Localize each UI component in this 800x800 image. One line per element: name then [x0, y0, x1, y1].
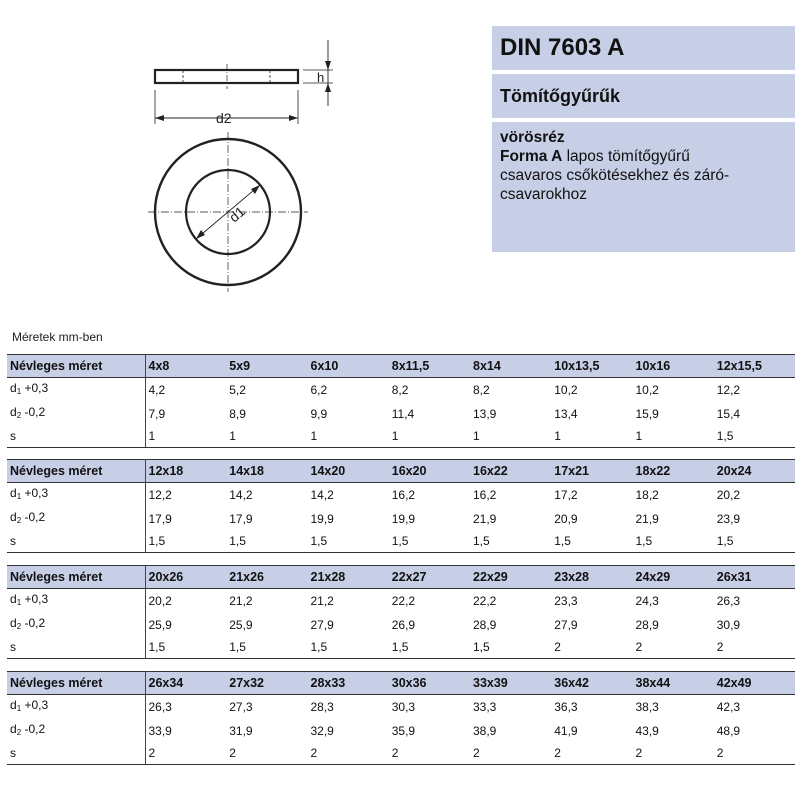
s-cell: 2	[551, 637, 632, 659]
d2-cell: 13,9	[473, 406, 497, 421]
d2-cell: 7,9	[148, 406, 166, 421]
d2-cell: 11,4	[391, 406, 415, 421]
size-cell: 22x29	[470, 566, 551, 589]
d2-cell: 30,9	[716, 617, 741, 632]
table-header-row	[7, 460, 795, 483]
d1-label: $d_1 +0,3$	[7, 378, 145, 403]
label-h: h	[317, 70, 325, 85]
d2-cell: 33,9	[148, 723, 172, 738]
units-note: Méretek mm-ben	[12, 330, 103, 344]
d1-row	[7, 695, 795, 720]
d2-cell: 38,9	[473, 723, 497, 738]
d1-cell: 42,3	[716, 699, 741, 714]
d2-cell: 17,9	[148, 511, 172, 526]
s-cell: 1,5	[633, 531, 714, 553]
s-cell: 1,5	[389, 531, 470, 553]
s-cell: 1	[389, 426, 470, 448]
d2-cell: 19,9	[391, 511, 416, 526]
label-d2: d2	[216, 110, 232, 126]
d2-label: $d_2$ -0,2	[7, 613, 145, 637]
d2-cell: 27,9	[310, 617, 334, 632]
d2-cell: 8,9	[229, 406, 246, 421]
size-cell: 10x13,5	[551, 355, 632, 378]
size-cell: 8x14	[470, 355, 551, 378]
d1-cell: 38,3	[635, 699, 659, 714]
size-cell: 12x15,5	[714, 355, 795, 378]
s-cell: 2	[470, 743, 551, 765]
s-cell: 2	[633, 637, 714, 659]
d2-row	[7, 507, 795, 531]
s-label: s	[7, 743, 145, 765]
s-cell: 1	[633, 426, 714, 448]
size-cell: 14x18	[226, 460, 307, 483]
d1-cell: 5,2	[229, 382, 246, 397]
s-cell: 2	[714, 743, 795, 765]
size-cell: 6x10	[308, 355, 389, 378]
size-cell: 16x22	[470, 460, 551, 483]
d2-cell: 15,9	[635, 406, 659, 421]
s-row	[7, 426, 795, 448]
size-cell: 38x44	[633, 672, 714, 695]
desc-line-1: lapos tömítőgyűrű	[562, 148, 690, 165]
form-label: Forma A	[500, 148, 563, 165]
s-cell: 1	[226, 426, 307, 448]
size-cell: 21x28	[308, 566, 389, 589]
d2-cell: 43,9	[635, 723, 659, 738]
side-view	[155, 40, 333, 124]
size-cell: 26x31	[714, 566, 795, 589]
d1-label: $d_1 +0,3$	[7, 695, 145, 720]
s-cell: 1,5	[389, 637, 470, 659]
d1-cell: 23,3	[554, 593, 578, 608]
d1-cell: 24,3	[635, 593, 659, 608]
d2-cell: 19,9	[310, 511, 334, 526]
d1-cell: 16,2	[473, 487, 497, 502]
d1-cell: 8,2	[473, 382, 490, 397]
d1-row	[7, 483, 795, 508]
table-header-row	[7, 355, 795, 378]
size-cell: 23x28	[551, 566, 632, 589]
s-cell: 1,5	[145, 637, 226, 659]
s-cell: 1,5	[226, 637, 307, 659]
d1-cell: 8,2	[391, 382, 409, 397]
size-cell: 27x32	[226, 672, 307, 695]
d2-cell: 31,9	[229, 723, 253, 738]
product-description	[492, 122, 795, 252]
size-cell: 22x27	[389, 566, 470, 589]
d2-label: $d_2$ -0,2	[7, 719, 145, 743]
d1-cell: 30,3	[391, 699, 416, 714]
d1-cell: 18,2	[635, 487, 659, 502]
s-cell: 2	[145, 743, 226, 765]
s-cell: 1	[551, 426, 632, 448]
s-cell: 1,5	[551, 531, 632, 553]
nominal-size-label: Névleges méret	[7, 672, 145, 695]
s-cell: 2	[714, 637, 795, 659]
size-cell: 24x29	[633, 566, 714, 589]
s-cell: 1,5	[714, 531, 795, 553]
d1-cell: 21,2	[229, 593, 253, 608]
d2-cell: 25,9	[148, 617, 172, 632]
s-cell: 2	[389, 743, 470, 765]
d1-row	[7, 589, 795, 614]
d2-cell: 35,9	[391, 723, 416, 738]
d1-row	[7, 378, 795, 403]
s-label: s	[7, 531, 145, 553]
table-header-row	[7, 566, 795, 589]
nominal-size-label: Névleges méret	[7, 355, 145, 378]
spec-table-1	[7, 354, 795, 448]
s-row	[7, 743, 795, 765]
size-cell: 30x36	[389, 672, 470, 695]
size-cell: 8x11,5	[389, 355, 470, 378]
size-cell: 20x24	[714, 460, 795, 483]
s-label: s	[7, 637, 145, 659]
d2-cell: 27,9	[554, 617, 578, 632]
size-cell: 18x22	[633, 460, 714, 483]
d2-cell: 23,9	[716, 511, 741, 526]
product-title: Tömítőgyűrűk	[492, 74, 795, 118]
d2-cell: 28,9	[635, 617, 659, 632]
d1-cell: 16,2	[391, 487, 416, 502]
size-cell: 10x16	[633, 355, 714, 378]
s-cell: 1,5	[145, 531, 226, 553]
d2-cell: 13,4	[554, 406, 578, 421]
d2-row	[7, 613, 795, 637]
nominal-size-label: Névleges méret	[7, 460, 145, 483]
d2-label: $d_2$ -0,2	[7, 507, 145, 531]
s-cell: 1	[470, 426, 551, 448]
spec-table-2	[7, 459, 795, 553]
d2-cell: 32,9	[310, 723, 334, 738]
d2-cell: 17,9	[229, 511, 253, 526]
d2-cell: 9,9	[310, 406, 328, 421]
size-cell: 36x42	[551, 672, 632, 695]
table-header-row	[7, 672, 795, 695]
d1-cell: 36,3	[554, 699, 578, 714]
d1-cell: 10,2	[554, 382, 578, 397]
size-cell: 14x20	[308, 460, 389, 483]
size-cell: 42x49	[714, 672, 795, 695]
d2-cell: 26,9	[391, 617, 416, 632]
size-cell: 28x33	[308, 672, 389, 695]
s-cell: 1	[145, 426, 226, 448]
d2-row	[7, 719, 795, 743]
s-cell: 1	[308, 426, 389, 448]
s-cell: 2	[308, 743, 389, 765]
d1-cell: 21,2	[310, 593, 334, 608]
size-cell: 4x8	[145, 355, 226, 378]
d2-cell: 28,9	[473, 617, 497, 632]
d1-cell: 22,2	[473, 593, 497, 608]
s-cell: 1,5	[470, 637, 551, 659]
d1-cell: 6,2	[310, 382, 328, 397]
d1-cell: 26,3	[148, 699, 172, 714]
d2-label: $d_2$ -0,2	[7, 402, 145, 426]
s-cell: 2	[551, 743, 632, 765]
size-cell: 20x26	[145, 566, 226, 589]
d1-cell: 4,2	[148, 382, 166, 397]
desc-line-2: csavaros csőkötésekhez és záró-	[500, 167, 730, 184]
d1-cell: 28,3	[310, 699, 334, 714]
d2-cell: 15,4	[716, 406, 741, 421]
s-cell: 1,5	[470, 531, 551, 553]
d1-cell: 22,2	[391, 593, 416, 608]
size-cell: 21x26	[226, 566, 307, 589]
label-d1: d1	[225, 203, 249, 226]
s-cell: 2	[226, 743, 307, 765]
s-label: s	[7, 426, 145, 448]
d1-cell: 12,2	[716, 382, 741, 397]
d2-cell: 41,9	[554, 723, 578, 738]
size-cell: 33x39	[470, 672, 551, 695]
washer-drawing	[140, 30, 350, 310]
d2-row	[7, 402, 795, 426]
d1-cell: 14,2	[310, 487, 334, 502]
d2-cell: 20,9	[554, 511, 578, 526]
d1-cell: 10,2	[635, 382, 659, 397]
size-cell: 12x18	[145, 460, 226, 483]
d1-label: $d_1 +0,3$	[7, 483, 145, 508]
d1-cell: 26,3	[716, 593, 741, 608]
d2-cell: 48,9	[716, 723, 741, 738]
d1-label: $d_1 +0,3$	[7, 589, 145, 614]
size-cell: 26x34	[145, 672, 226, 695]
s-cell: 1,5	[226, 531, 307, 553]
d1-cell: 12,2	[148, 487, 172, 502]
d2-cell: 21,9	[473, 511, 497, 526]
nominal-size-label: Névleges méret	[7, 566, 145, 589]
s-cell: 1,5	[308, 637, 389, 659]
standard-title: DIN 7603 A	[492, 26, 795, 70]
size-cell: 5x9	[226, 355, 307, 378]
d2-cell: 25,9	[229, 617, 253, 632]
spec-table-4	[7, 671, 795, 765]
d1-cell: 20,2	[148, 593, 172, 608]
size-cell: 17x21	[551, 460, 632, 483]
s-row	[7, 637, 795, 659]
s-cell: 1,5	[308, 531, 389, 553]
d1-cell: 33,3	[473, 699, 497, 714]
s-cell: 2	[633, 743, 714, 765]
material-label: vörösréz	[500, 129, 565, 146]
d1-cell: 27,3	[229, 699, 253, 714]
d1-cell: 20,2	[716, 487, 741, 502]
d2-cell: 21,9	[635, 511, 659, 526]
desc-line-3: csavarokhoz	[500, 186, 588, 203]
s-cell: 1,5	[714, 426, 795, 448]
size-cell: 16x20	[389, 460, 470, 483]
s-row	[7, 531, 795, 553]
d1-cell: 14,2	[229, 487, 253, 502]
spec-table-3	[7, 565, 795, 659]
d1-cell: 17,2	[554, 487, 578, 502]
